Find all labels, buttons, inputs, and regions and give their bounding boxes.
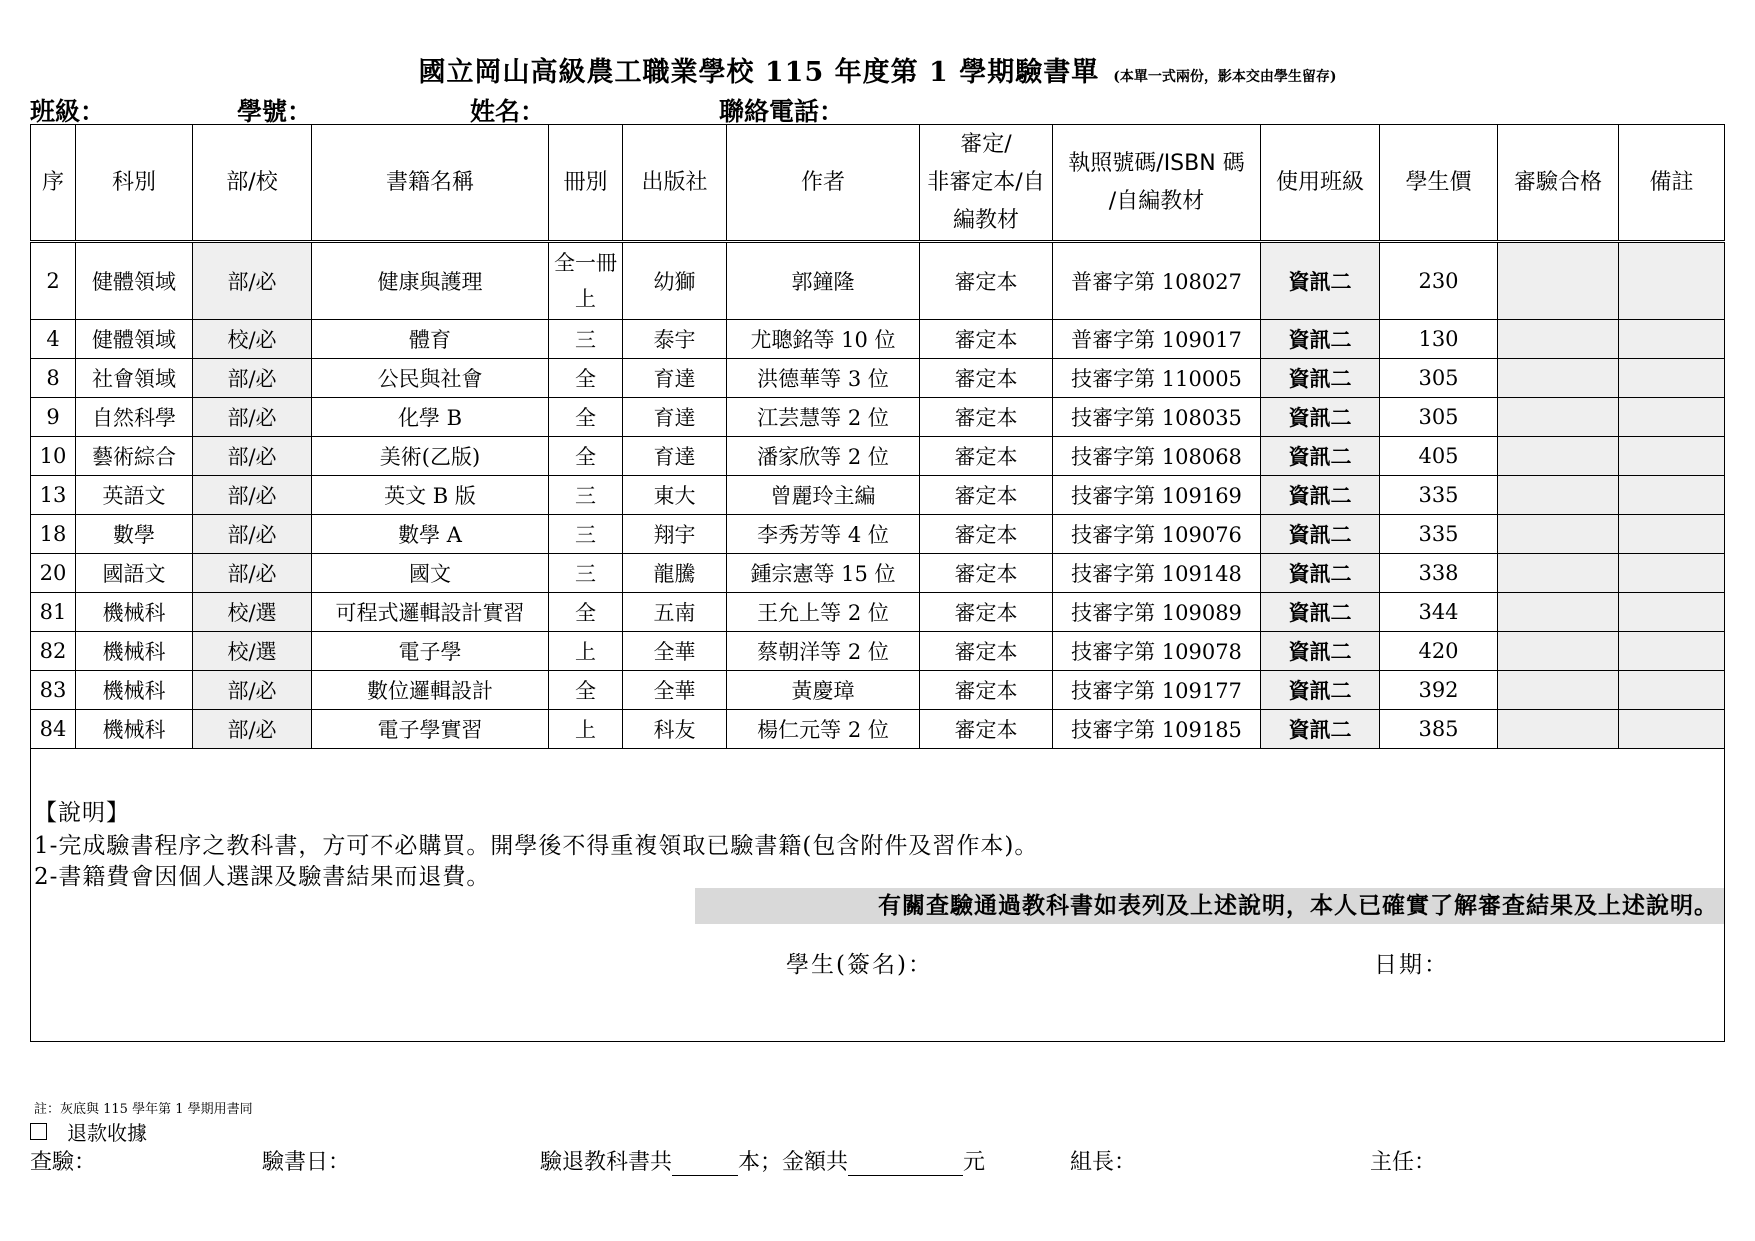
row-volume: 全	[549, 437, 623, 476]
row-license: 技審字第 108035	[1053, 398, 1261, 437]
header-license: 執照號碼/ISBN 碼 /自編教材	[1053, 125, 1261, 242]
row-publisher: 育達	[623, 398, 727, 437]
table-row	[31, 476, 1725, 515]
row-book: 國文	[312, 554, 549, 593]
table-row	[31, 398, 1725, 437]
row-class: 資訊二	[1261, 359, 1380, 398]
row-author: 黃慶璋	[727, 671, 920, 710]
row-pass[interactable]	[1498, 515, 1619, 554]
row-note[interactable]	[1619, 554, 1725, 593]
row-license: 技審字第 109089	[1053, 593, 1261, 632]
row-class: 資訊二	[1261, 437, 1380, 476]
document-title: 國立岡山高級農工職業學校 115 年度第 1 學期驗書單	[418, 57, 1100, 88]
header-book: 書籍名稱	[312, 125, 549, 242]
row-note[interactable]	[1619, 710, 1725, 749]
row-license: 技審字第 109169	[1053, 476, 1261, 515]
refund-receipt-row	[30, 1117, 147, 1146]
row-class: 資訊二	[1261, 320, 1380, 359]
row-type: 部/必	[193, 671, 312, 710]
row-approval: 審定本	[920, 710, 1053, 749]
row-no: 10	[31, 437, 76, 476]
class-label: 班級：	[30, 97, 106, 126]
title-note: (本單一式兩份，影本交由學生留存)	[1113, 69, 1337, 85]
row-author: 鍾宗憲等 15 位	[727, 554, 920, 593]
row-class: 資訊二	[1261, 593, 1380, 632]
header-price: 學生價	[1380, 125, 1498, 242]
row-class: 資訊二	[1261, 554, 1380, 593]
refund-books-line	[540, 1145, 985, 1176]
row-pass[interactable]	[1498, 242, 1619, 320]
row-approval: 審定本	[920, 359, 1053, 398]
explanation-line-1: 1-完成驗書程序之教科書，方可不必購買。開學後不得重複領取已驗書籍(包含附件及習作本)。	[34, 833, 1039, 859]
row-publisher: 龍騰	[623, 554, 727, 593]
row-publisher: 泰宇	[623, 320, 727, 359]
table-row	[31, 515, 1725, 554]
row-volume: 三	[549, 515, 623, 554]
row-license: 技審字第 109078	[1053, 632, 1261, 671]
row-type: 校/選	[193, 593, 312, 632]
row-class: 資訊二	[1261, 476, 1380, 515]
row-book: 體育	[312, 320, 549, 359]
row-publisher: 東大	[623, 476, 727, 515]
refund-books-prefix: 驗退教科書共	[540, 1150, 673, 1175]
row-price: 130	[1380, 320, 1498, 359]
table-row	[31, 554, 1725, 593]
student-signature-label: 學生(簽名)：	[786, 952, 933, 978]
row-book: 數位邏輯設計	[312, 671, 549, 710]
row-price: 338	[1380, 554, 1498, 593]
row-class: 資訊二	[1261, 632, 1380, 671]
row-note[interactable]	[1619, 476, 1725, 515]
row-publisher: 育達	[623, 437, 727, 476]
row-price: 392	[1380, 671, 1498, 710]
row-license: 普審字第 108027	[1053, 242, 1261, 320]
header-author: 作者	[727, 125, 920, 242]
explanation-heading: 【說明】	[34, 800, 130, 826]
row-book: 健康與護理	[312, 242, 549, 320]
row-dept: 健體領域	[76, 320, 193, 359]
header-note: 備註	[1619, 125, 1725, 242]
row-publisher: 育達	[623, 359, 727, 398]
table-row	[31, 710, 1725, 749]
row-pass[interactable]	[1498, 359, 1619, 398]
row-note[interactable]	[1619, 320, 1725, 359]
row-author: 尤聰銘等 10 位	[727, 320, 920, 359]
header-class: 使用班級	[1261, 125, 1380, 242]
row-approval: 審定本	[920, 593, 1053, 632]
table-body	[31, 242, 1725, 749]
table-header-row	[31, 125, 1725, 242]
row-type: 部/必	[193, 398, 312, 437]
row-no: 2	[31, 242, 76, 320]
row-no: 83	[31, 671, 76, 710]
row-note[interactable]	[1619, 242, 1725, 320]
row-volume: 全	[549, 398, 623, 437]
row-volume: 上	[549, 710, 623, 749]
row-dept: 機械科	[76, 710, 193, 749]
table-row	[31, 671, 1725, 710]
explanation-line-2: 2-書籍費會因個人選課及驗書結果而退費。	[34, 864, 491, 890]
leader-label: 組長：	[1070, 1150, 1137, 1175]
row-price: 305	[1380, 359, 1498, 398]
footnote: 註：灰底與 115 學年第 1 學期用書同	[34, 1102, 253, 1117]
row-price: 230	[1380, 242, 1498, 320]
row-no: 8	[31, 359, 76, 398]
row-pass[interactable]	[1498, 632, 1619, 671]
inspect-label: 查驗：	[30, 1150, 97, 1175]
row-author: 楊仁元等 2 位	[727, 710, 920, 749]
phone-label: 聯絡電話：	[719, 97, 845, 126]
row-type: 部/必	[193, 710, 312, 749]
row-pass[interactable]	[1498, 671, 1619, 710]
row-note[interactable]	[1619, 515, 1725, 554]
row-license: 技審字第 109148	[1053, 554, 1261, 593]
header-no: 序	[31, 125, 76, 242]
row-note[interactable]	[1619, 359, 1725, 398]
table-row	[31, 320, 1725, 359]
refund-books-suffix: 元	[963, 1150, 986, 1175]
row-publisher: 翔宇	[623, 515, 727, 554]
row-author: 洪德華等 3 位	[727, 359, 920, 398]
row-no: 13	[31, 476, 76, 515]
row-volume: 全一冊上	[549, 242, 623, 320]
row-price: 305	[1380, 398, 1498, 437]
row-note[interactable]	[1619, 593, 1725, 632]
row-approval: 審定本	[920, 671, 1053, 710]
row-dept: 英語文	[76, 476, 193, 515]
refund-amount-blank[interactable]	[848, 1153, 963, 1176]
row-volume: 全	[549, 359, 623, 398]
header-publisher: 出版社	[623, 125, 727, 242]
row-book: 數學 A	[312, 515, 549, 554]
row-approval: 審定本	[920, 320, 1053, 359]
refund-books-mid: 本；金額共	[738, 1150, 849, 1175]
header-dept: 科別	[76, 125, 193, 242]
table-row	[31, 437, 1725, 476]
row-price: 335	[1380, 515, 1498, 554]
row-approval: 審定本	[920, 554, 1053, 593]
row-book: 美術(乙版)	[312, 437, 549, 476]
row-class: 資訊二	[1261, 710, 1380, 749]
row-author: 郭鐘隆	[727, 242, 920, 320]
row-type: 部/必	[193, 554, 312, 593]
row-license: 技審字第 109185	[1053, 710, 1261, 749]
row-no: 18	[31, 515, 76, 554]
row-dept: 藝術綜合	[76, 437, 193, 476]
row-publisher: 五南	[623, 593, 727, 632]
row-book: 英文 B 版	[312, 476, 549, 515]
row-no: 4	[31, 320, 76, 359]
row-no: 81	[31, 593, 76, 632]
inspect-date-label: 驗書日：	[262, 1150, 351, 1175]
row-book: 公民與社會	[312, 359, 549, 398]
header-type: 部/校	[193, 125, 312, 242]
row-dept: 數學	[76, 515, 193, 554]
row-pass[interactable]	[1498, 437, 1619, 476]
row-approval: 審定本	[920, 476, 1053, 515]
row-approval: 審定本	[920, 515, 1053, 554]
row-class: 資訊二	[1261, 671, 1380, 710]
row-no: 20	[31, 554, 76, 593]
row-publisher: 幼獅	[623, 242, 727, 320]
row-dept: 自然科學	[76, 398, 193, 437]
row-publisher: 全華	[623, 671, 727, 710]
row-pass[interactable]	[1498, 476, 1619, 515]
row-approval: 審定本	[920, 437, 1053, 476]
title-block	[0, 50, 1755, 89]
row-author: 蔡朝洋等 2 位	[727, 632, 920, 671]
row-dept: 社會領域	[76, 359, 193, 398]
row-publisher: 科友	[623, 710, 727, 749]
row-class: 資訊二	[1261, 242, 1380, 320]
table-row	[31, 632, 1725, 671]
row-dept: 國語文	[76, 554, 193, 593]
row-dept: 機械科	[76, 593, 193, 632]
row-type: 部/必	[193, 437, 312, 476]
row-pass[interactable]	[1498, 710, 1619, 749]
header-approval: 審定/ 非審定本/自 編教材	[920, 125, 1053, 242]
row-author: 王允上等 2 位	[727, 593, 920, 632]
row-approval: 審定本	[920, 398, 1053, 437]
table-row	[31, 593, 1725, 632]
table-row	[31, 242, 1725, 320]
row-approval: 審定本	[920, 632, 1053, 671]
row-pass[interactable]	[1498, 398, 1619, 437]
row-no: 82	[31, 632, 76, 671]
date-label: 日期：	[1374, 952, 1449, 978]
row-type: 部/必	[193, 476, 312, 515]
book-table	[30, 124, 1725, 749]
row-type: 部/必	[193, 515, 312, 554]
row-price: 385	[1380, 710, 1498, 749]
row-note[interactable]	[1619, 632, 1725, 671]
row-price: 344	[1380, 593, 1498, 632]
row-book: 可程式邏輯設計實習	[312, 593, 549, 632]
header-volume: 冊別	[549, 125, 623, 242]
row-book: 電子學實習	[312, 710, 549, 749]
row-pass[interactable]	[1498, 593, 1619, 632]
row-note[interactable]	[1619, 437, 1725, 476]
row-volume: 全	[549, 671, 623, 710]
row-price: 405	[1380, 437, 1498, 476]
row-volume: 三	[549, 554, 623, 593]
row-dept: 健體領域	[76, 242, 193, 320]
row-class: 資訊二	[1261, 515, 1380, 554]
row-book: 化學 B	[312, 398, 549, 437]
row-note[interactable]	[1619, 398, 1725, 437]
row-pass[interactable]	[1498, 554, 1619, 593]
row-author: 江芸慧等 2 位	[727, 398, 920, 437]
row-price: 420	[1380, 632, 1498, 671]
row-license: 技審字第 109076	[1053, 515, 1261, 554]
row-license: 技審字第 109177	[1053, 671, 1261, 710]
row-note[interactable]	[1619, 671, 1725, 710]
header-pass: 審驗合格	[1498, 125, 1619, 242]
row-volume: 三	[549, 320, 623, 359]
confirmation-statement: 有關查驗通過教科書如表列及上述說明，本人已確實了解審查結果及上述說明。	[695, 888, 1724, 924]
row-book: 電子學	[312, 632, 549, 671]
refund-books-count-blank[interactable]	[672, 1153, 738, 1176]
director-label: 主任：	[1370, 1150, 1437, 1175]
row-approval: 審定本	[920, 242, 1053, 320]
row-volume: 上	[549, 632, 623, 671]
row-volume: 全	[549, 593, 623, 632]
row-author: 曾麗玲主編	[727, 476, 920, 515]
row-type: 校/選	[193, 632, 312, 671]
row-dept: 機械科	[76, 671, 193, 710]
row-class: 資訊二	[1261, 398, 1380, 437]
row-no: 84	[31, 710, 76, 749]
row-no: 9	[31, 398, 76, 437]
row-pass[interactable]	[1498, 320, 1619, 359]
row-publisher: 全華	[623, 632, 727, 671]
row-dept: 機械科	[76, 632, 193, 671]
row-license: 技審字第 110005	[1053, 359, 1261, 398]
row-author: 李秀芳等 4 位	[727, 515, 920, 554]
row-license: 技審字第 108068	[1053, 437, 1261, 476]
row-author: 潘家欣等 2 位	[727, 437, 920, 476]
name-label: 姓名：	[470, 97, 546, 126]
row-license: 普審字第 109017	[1053, 320, 1261, 359]
student-id-label: 學號：	[237, 97, 313, 126]
refund-checkbox[interactable]	[30, 1123, 47, 1140]
row-type: 部/必	[193, 242, 312, 320]
table-row	[31, 359, 1725, 398]
row-type: 部/必	[193, 359, 312, 398]
row-price: 335	[1380, 476, 1498, 515]
row-type: 校/必	[193, 320, 312, 359]
refund-label: 退款收據	[67, 1121, 147, 1145]
row-volume: 三	[549, 476, 623, 515]
